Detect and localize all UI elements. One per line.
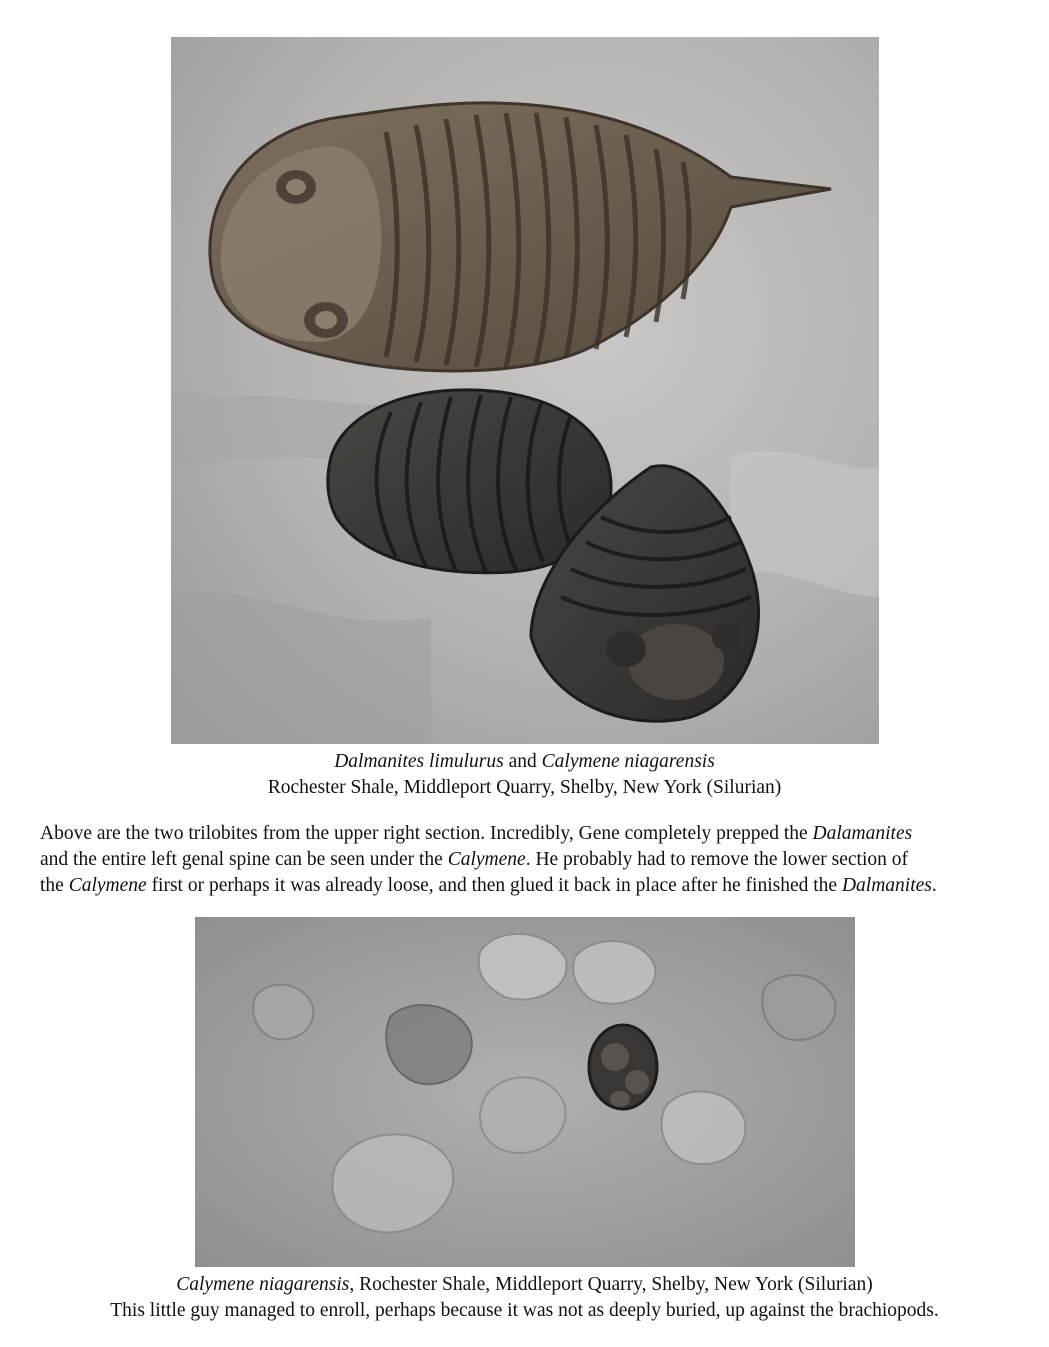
photo1-caption-locality: Rochester Shale, Middleport Quarry, Shelby, New York (Silurian) xyxy=(267,777,782,798)
paragraph-text: first or perhaps it was already loose, and then glued it back in place after he finished the xyxy=(146,875,842,896)
photo2-caption-species xyxy=(0,1272,1049,1298)
species-name: Calymene niagarensis xyxy=(176,1274,350,1295)
species-name: Calymene xyxy=(68,875,147,896)
paragraph-text: and the entire left genal spine can be seen under the xyxy=(40,849,448,870)
species-name: Dalamanites xyxy=(812,823,913,844)
paragraph-text: . He probably had to remove the lower section of xyxy=(525,849,908,870)
photo2-caption xyxy=(0,1272,1049,1324)
trilobite-plate-photo xyxy=(171,37,879,744)
paragraph-line xyxy=(40,847,1015,873)
photo2-caption-note: This little guy managed to enroll, perhaps because it was not as deeply buried, up against the brachiopods. xyxy=(110,1300,939,1321)
paragraph-line xyxy=(40,873,1015,899)
enrolled-calymene xyxy=(589,1025,657,1109)
species-name: Calymene niagarensis xyxy=(541,751,715,772)
caption-locality: , Rochester Shale, Middleport Quarry, Shelby, New York (Silurian) xyxy=(349,1274,873,1295)
description-paragraph xyxy=(40,821,1015,899)
paragraph-text: Above are the two trilobites from the upper right section. Incredibly, Gene completely prepped the xyxy=(40,823,813,844)
paragraph-line xyxy=(40,821,1015,847)
caption-conjunction: and xyxy=(503,751,542,772)
species-name: Dalmanites xyxy=(841,875,932,896)
photo1-caption xyxy=(0,749,1049,801)
species-name: Calymene xyxy=(447,849,526,870)
photo1-caption-species xyxy=(0,749,1049,775)
enrolled-calymene-photo xyxy=(195,917,855,1267)
paragraph-text: the xyxy=(40,875,69,896)
species-name: Dalmanites limulurus xyxy=(334,751,504,772)
paragraph-text: . xyxy=(931,875,937,896)
